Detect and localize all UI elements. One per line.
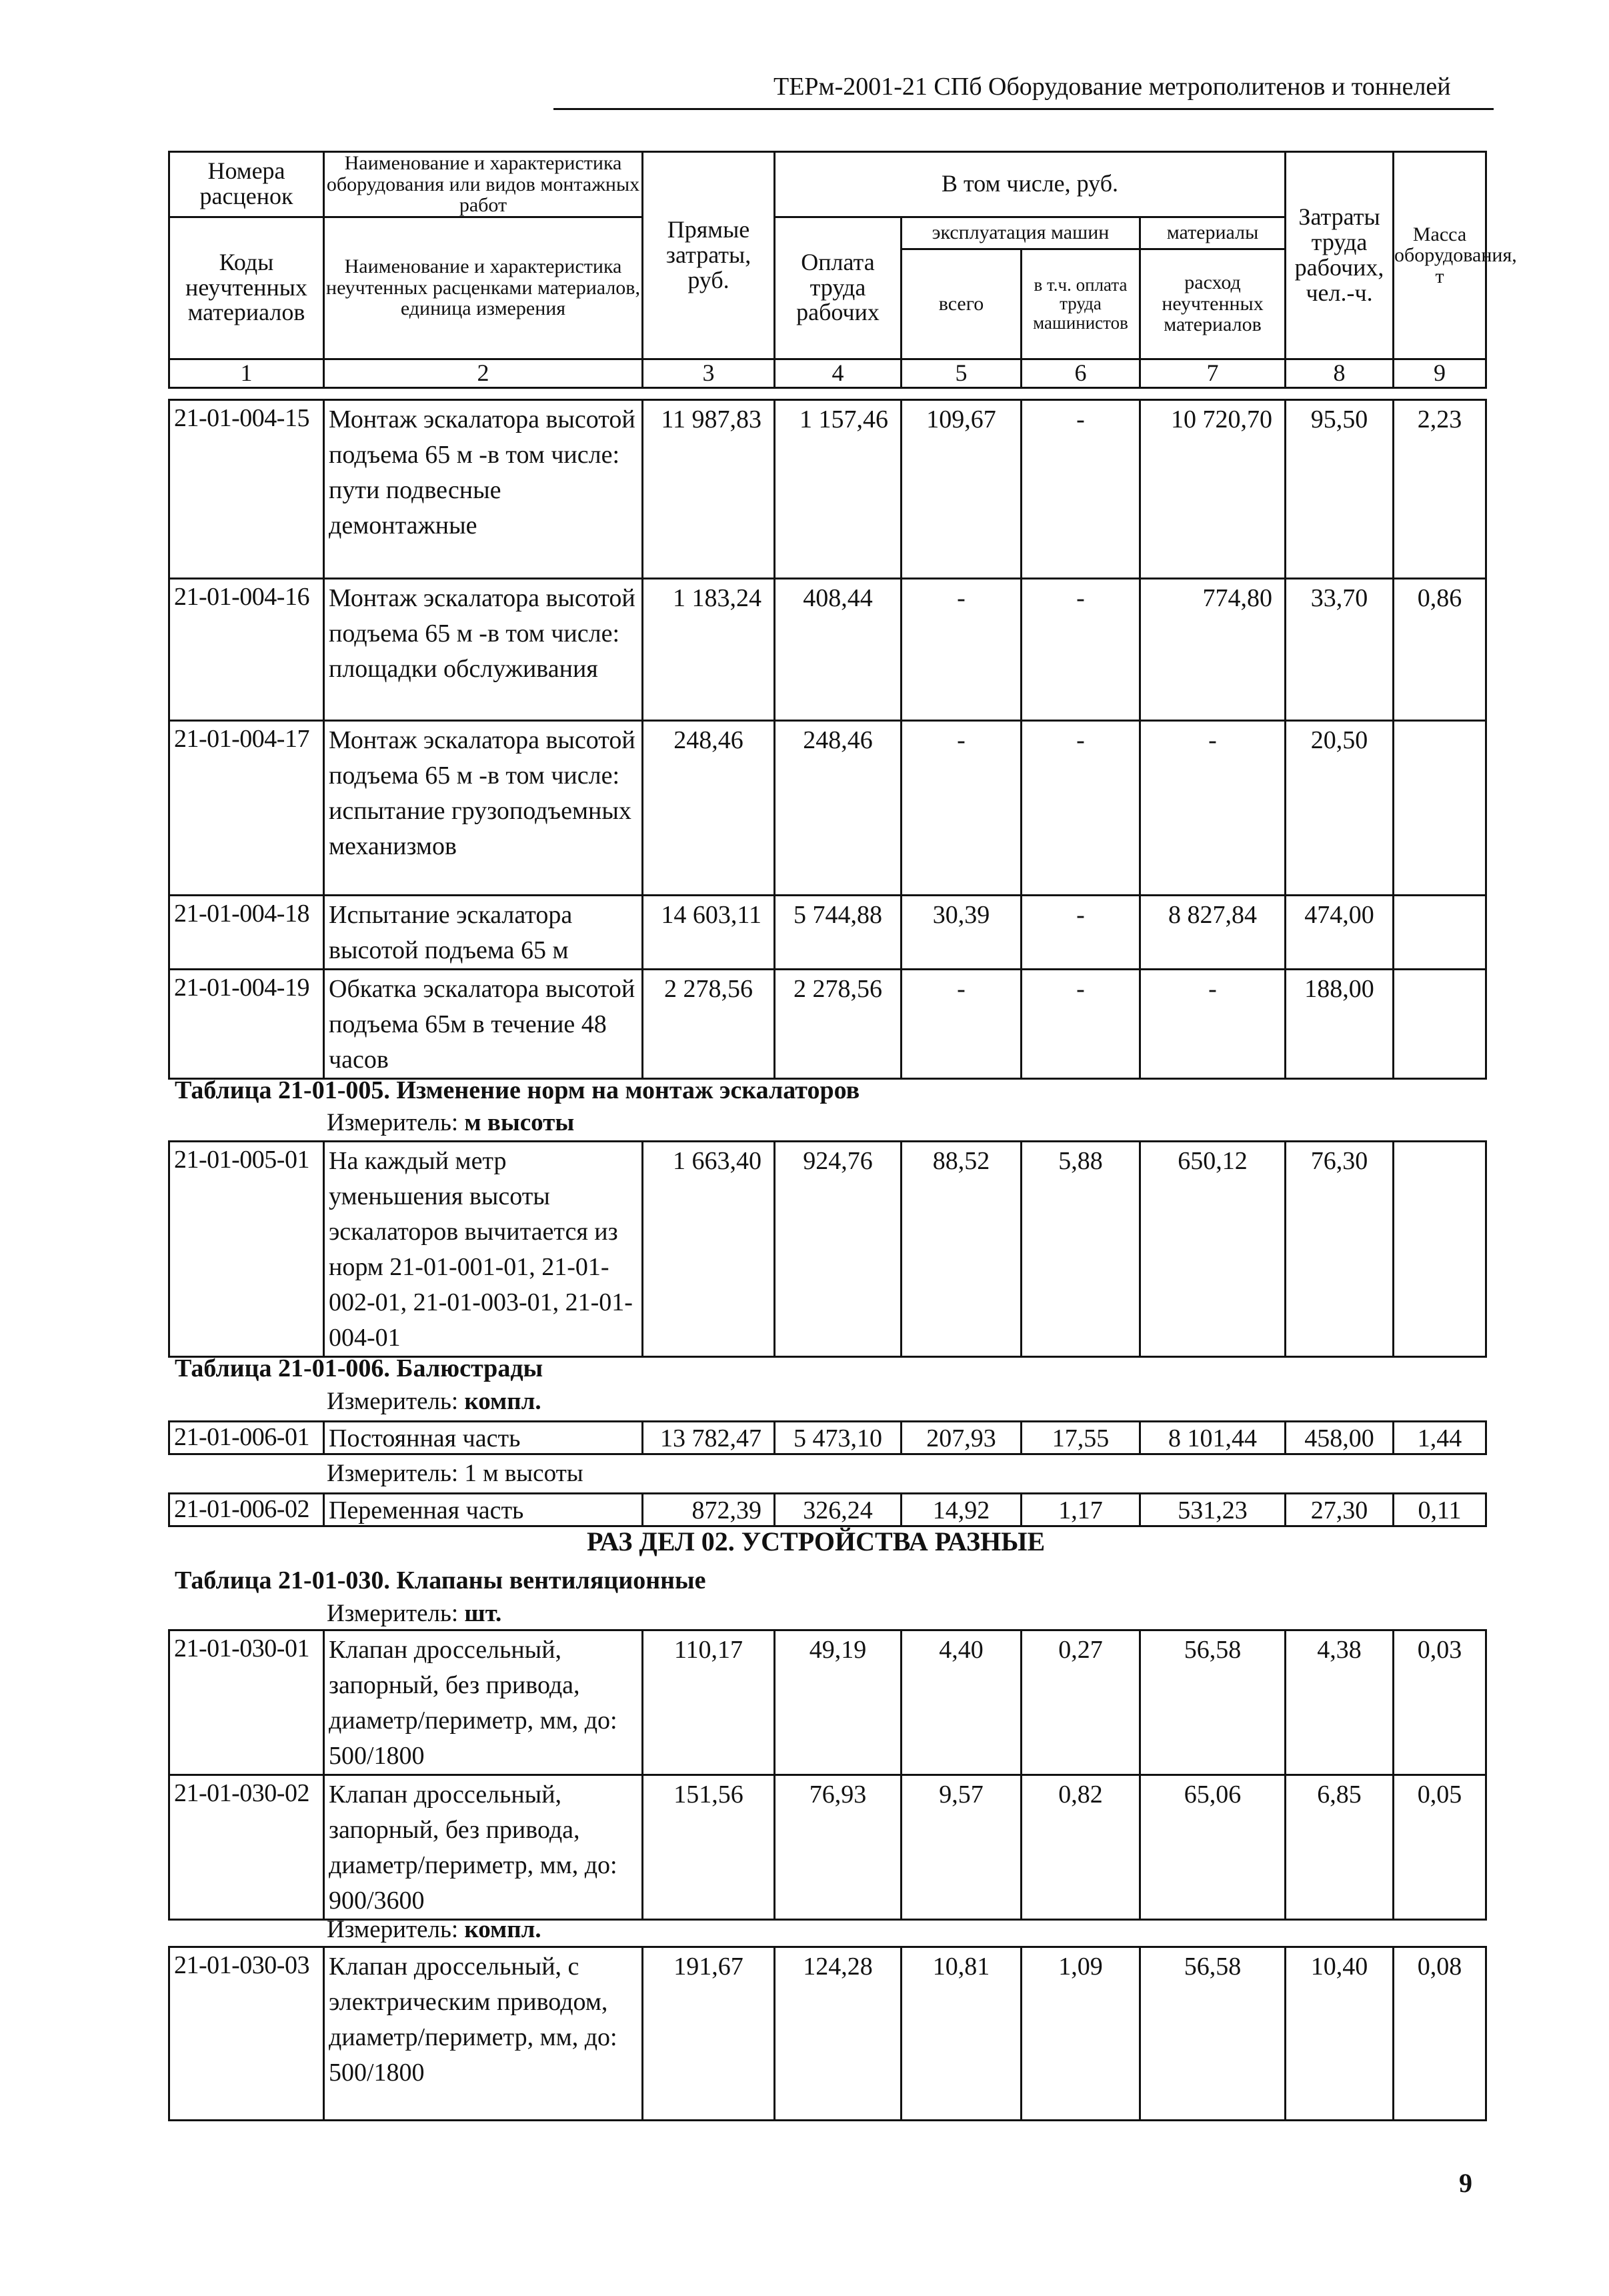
equipment-mass: 0,05 [1394,1775,1486,1920]
direct-costs: 1 183,24 [643,579,775,721]
machine-costs: - [902,970,1022,1079]
table-row [169,1947,1486,2121]
rate-name: Обкатка эскалатора высотой подъема 65м в течение 48 часов [324,970,643,1079]
worker-pay: 2 278,56 [775,970,902,1079]
rate-code: 21-01-030-01 [169,1630,324,1775]
rate-code: 21-01-006-01 [169,1422,324,1454]
machine-costs: - [902,579,1022,721]
labor-hours: 6,85 [1286,1775,1394,1920]
direct-costs: 2 278,56 [643,970,775,1079]
equipment-mass [1394,896,1486,970]
labor-hours: 20,50 [1286,721,1394,896]
direct-costs: 14 603,11 [643,896,775,970]
rate-code: 21-01-004-17 [169,721,324,896]
rate-code: 21-01-004-16 [169,579,324,721]
worker-pay: 248,46 [775,721,902,896]
rates-table-006-variable [168,1492,1487,1527]
header-operator-pay: в т.ч. оплата труда машинистов [1022,249,1140,359]
header-equipment-mass: Масса оборудования, т [1394,152,1486,359]
operator-pay: 0,82 [1022,1775,1140,1920]
worker-pay: 5 473,10 [775,1422,902,1454]
table-row [169,1775,1486,1920]
material-costs: 10 720,70 [1140,400,1286,579]
material-costs: - [1140,721,1286,896]
operator-pay: 1,17 [1022,1494,1140,1526]
header-unaccounted-materials: расход неучтенных материалов [1140,249,1286,359]
header-including-group: В том числе, руб. [775,152,1286,217]
rate-name: Переменная часть [324,1494,643,1526]
worker-pay: 76,93 [775,1775,902,1920]
table-row [169,1494,1486,1526]
column-number: 8 [1286,359,1394,387]
rate-name: Клапан дроссельный, с электрическим приводом, диаметр/периметр, мм, до: 500/1800 [324,1947,643,2121]
measure-label: Измеритель: [327,1916,459,1943]
rate-name: Клапан дроссельный, запорный, без привода, диаметр/периметр, мм, до: 500/1800 [324,1630,643,1775]
labor-hours: 474,00 [1286,896,1394,970]
column-number: 1 [169,359,324,387]
rates-table-006-constant [168,1420,1487,1455]
operator-pay: - [1022,400,1140,579]
machine-costs: 4,40 [902,1630,1022,1775]
worker-pay: 5 744,88 [775,896,902,970]
table-row [169,721,1486,896]
material-costs: 65,06 [1140,1775,1286,1920]
measure-unit: шт. [464,1600,502,1627]
rates-table-030-pcs [168,1629,1487,1921]
operator-pay: - [1022,970,1140,1079]
equipment-mass: 2,23 [1394,400,1486,579]
rates-table-005 [168,1140,1487,1358]
measure-unit: компл. [464,1388,541,1415]
column-number: 6 [1022,359,1140,387]
header-rule [553,108,1494,110]
rate-name: Клапан дроссельный, запорный, без привода, диаметр/периметр, мм, до: 900/3600 [324,1775,643,1920]
machine-costs: 109,67 [902,400,1022,579]
direct-costs: 110,17 [643,1630,775,1775]
worker-pay: 49,19 [775,1630,902,1775]
table-006-caption: Таблица 21-01-006. Балюстрады [175,1354,543,1382]
header-material-codes: Коды неучтенных материалов [169,217,324,359]
section-heading: РАЗ ДЕЛ 02. УСТРОЙСТВА РАЗНЫЕ [587,1526,1046,1556]
worker-pay: 924,76 [775,1142,902,1357]
table-row [169,970,1486,1079]
table-row [169,1422,1486,1454]
table-006-measure-2: Измеритель: 1 м высоты [327,1460,583,1487]
header-direct-costs: Прямые затраты, руб. [643,152,775,359]
machine-costs: 14,92 [902,1494,1022,1526]
rate-code: 21-01-004-18 [169,896,324,970]
material-costs: 774,80 [1140,579,1286,721]
rate-name: На каждый метр уменьшения высоты эскалаторов вычитается из норм 21-01-001-01, 21-01-002-01, 21-01-003-01, 21-01-004-01 [324,1142,643,1357]
rate-code: 21-01-005-01 [169,1142,324,1357]
table-005-caption: Таблица 21-01-005. Изменение норм на монтаж эскалаторов [175,1076,860,1104]
operator-pay: - [1022,579,1140,721]
rate-code: 21-01-004-15 [169,400,324,579]
material-costs: 56,58 [1140,1630,1286,1775]
direct-costs: 191,67 [643,1947,775,2121]
equipment-mass [1394,1142,1486,1357]
labor-hours: 76,30 [1286,1142,1394,1357]
running-header: ТЕРм-2001-21 СПб Оборудование метрополитенов и тоннелей [773,73,1451,101]
worker-pay: 1 157,46 [775,400,902,579]
machine-costs: 88,52 [902,1142,1022,1357]
material-costs: 8 101,44 [1140,1422,1286,1454]
labor-hours: 27,30 [1286,1494,1394,1526]
header-machine-operation: эксплуатация машин [902,217,1140,249]
operator-pay: 5,88 [1022,1142,1140,1357]
worker-pay: 408,44 [775,579,902,721]
material-costs: - [1140,970,1286,1079]
material-costs: 56,58 [1140,1947,1286,2121]
labor-hours: 188,00 [1286,970,1394,1079]
column-number: 3 [643,359,775,387]
column-number: 7 [1140,359,1286,387]
header-material-names: Наименование и характеристика неучтенных расценками материалов, единица измерения [324,217,643,359]
operator-pay: 1,09 [1022,1947,1140,2121]
table-030-measure [327,1599,501,1628]
header-labor-hours: Затраты труда рабочих, чел.-ч. [1286,152,1394,359]
header-rate-number: Номера расценок [169,152,324,217]
column-number: 4 [775,359,902,387]
rates-table-030-set [168,1946,1487,2121]
column-header-table [168,151,1517,389]
page-number: 9 [1459,2168,1472,2198]
table-row [169,896,1486,970]
material-costs: 531,23 [1140,1494,1286,1526]
table-row [169,1142,1486,1357]
direct-costs: 11 987,83 [643,400,775,579]
labor-hours: 33,70 [1286,579,1394,721]
equipment-mass [1394,970,1486,1079]
material-costs: 650,12 [1140,1142,1286,1357]
direct-costs: 151,56 [643,1775,775,1920]
table-006-measure [327,1387,541,1416]
header-worker-pay: Оплата труда рабочих [775,217,902,359]
direct-costs: 248,46 [643,721,775,896]
operator-pay: - [1022,721,1140,896]
rate-name: Постоянная часть [324,1422,643,1454]
worker-pay: 124,28 [775,1947,902,2121]
equipment-mass [1394,721,1486,896]
direct-costs: 13 782,47 [643,1422,775,1454]
equipment-mass: 0,86 [1394,579,1486,721]
table-030-caption: Таблица 21-01-030. Клапаны вентиляционные [175,1566,706,1594]
direct-costs: 872,39 [643,1494,775,1526]
table-row [169,400,1486,579]
worker-pay: 326,24 [775,1494,902,1526]
rate-name: Монтаж эскалатора высотой подъема 65 м -в том числе: испытание грузоподъемных механизмов [324,721,643,896]
header-work-name: Наименование и характеристика оборудования или видов монтажных работ [324,152,643,217]
rate-name: Монтаж эскалатора высотой подъема 65 м -в том числе: площадки обслуживания [324,579,643,721]
rate-name: Испытание эскалатора высотой подъема 65 м [324,896,643,970]
labor-hours: 95,50 [1286,400,1394,579]
rate-code: 21-01-030-03 [169,1947,324,2121]
rates-table-004 [168,399,1487,1080]
header-materials: материалы [1140,217,1286,249]
operator-pay: 17,55 [1022,1422,1140,1454]
table-030-measure-2 [327,1915,541,1944]
measure-unit: компл. [464,1916,541,1943]
machine-costs: 30,39 [902,896,1022,970]
equipment-mass: 1,44 [1394,1422,1486,1454]
equipment-mass: 0,11 [1394,1494,1486,1526]
rate-code: 21-01-030-02 [169,1775,324,1920]
material-costs: 8 827,84 [1140,896,1286,970]
machine-costs: 207,93 [902,1422,1022,1454]
machine-costs: 9,57 [902,1775,1022,1920]
column-number: 9 [1394,359,1486,387]
measure-label: Измеритель: [327,1388,459,1415]
column-number: 5 [902,359,1022,387]
labor-hours: 458,00 [1286,1422,1394,1454]
measure-unit: м высоты [464,1109,575,1136]
operator-pay: - [1022,896,1140,970]
rate-code: 21-01-006-02 [169,1494,324,1526]
rate-name: Монтаж эскалатора высотой подъема 65 м -в том числе: пути подвесные демонтажные [324,400,643,579]
labor-hours: 4,38 [1286,1630,1394,1775]
equipment-mass: 0,08 [1394,1947,1486,2121]
direct-costs: 1 663,40 [643,1142,775,1357]
operator-pay: 0,27 [1022,1630,1140,1775]
table-row [169,1630,1486,1775]
table-005-measure [327,1108,574,1137]
labor-hours: 10,40 [1286,1947,1394,2121]
machine-costs: 10,81 [902,1947,1022,2121]
rate-code: 21-01-004-19 [169,970,324,1079]
equipment-mass: 0,03 [1394,1630,1486,1775]
column-number: 2 [324,359,643,387]
machine-costs: - [902,721,1022,896]
table-row [169,579,1486,721]
measure-label: Измеритель: [327,1600,459,1627]
measure-label: Измеритель: [327,1109,459,1136]
header-machines-total: всего [902,249,1022,359]
